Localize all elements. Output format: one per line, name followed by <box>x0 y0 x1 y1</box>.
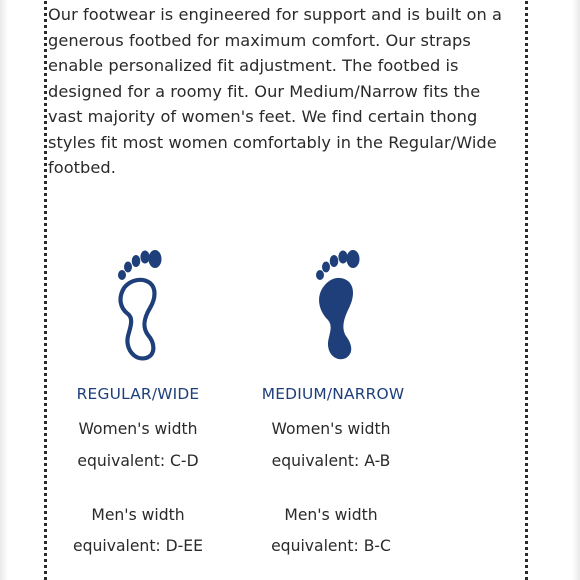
medium-men-label: Men's width <box>284 506 378 524</box>
regular-women-value: equivalent: C-D <box>77 452 199 470</box>
left-edge-shadow <box>0 0 8 580</box>
intro-line-7: footbed. <box>48 158 116 177</box>
intro-line-2: generous footbed for maximum comfort. Our straps <box>48 30 471 50</box>
medium-women-value: equivalent: A-B <box>271 452 391 470</box>
medium-women-label: Women's width <box>271 420 391 438</box>
regular-women-label: Women's width <box>78 420 198 438</box>
intro-line-1: Our footwear is engineered for support and is built on a <box>48 5 502 24</box>
medium-narrow-heading: MEDIUM/NARROW <box>261 385 405 403</box>
intro-paragraph <box>48 2 530 181</box>
right-edge-shadow <box>572 0 580 580</box>
regular-wide-heading: REGULAR/WIDE <box>76 385 200 403</box>
intro-line-4: designed for a roomy fit. Our Medium/Narrow fits the <box>48 81 481 101</box>
foot-filled-icon <box>308 248 362 368</box>
intro-line-3: enable personalized fit adjustment. The footbed is <box>48 56 459 75</box>
regular-men-value: equivalent: D-EE <box>73 537 203 555</box>
regular-men-label: Men's width <box>91 506 185 524</box>
medium-men-value: equivalent: B-C <box>271 537 391 555</box>
foot-outline-icon <box>110 248 164 368</box>
intro-line-6: styles fit most women comfortably in the Regular/Wide <box>48 132 497 152</box>
intro-line-5: vast majority of women's feet. We find certain thong <box>48 107 478 126</box>
